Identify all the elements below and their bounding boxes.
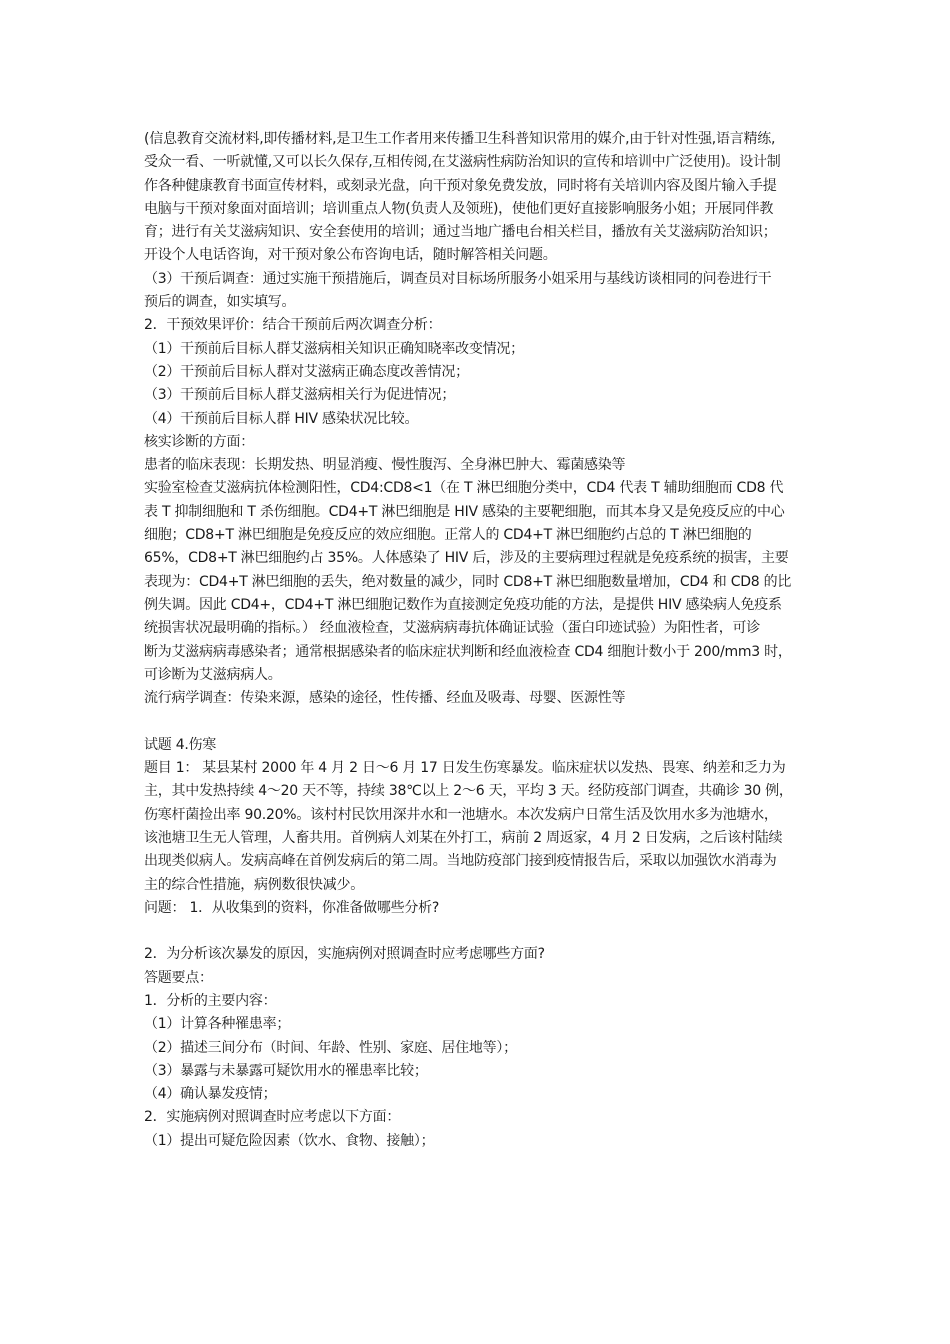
text-line: 答题要点：: [144, 969, 213, 986]
text-line: 流行病学调查：传染来源，感染的途径，性传播、经血及吸毒、母婴、医源性等: [144, 690, 626, 707]
text-line: 2．干预效果评价：结合干预前后两次调查分析：: [144, 317, 442, 334]
text-line: (信息教育交流材料,即传播材料,是卫生工作者用来传播卫生科普知识常用的媒介,由于针对性强,语言精练,: [144, 131, 776, 147]
text-line: 受众一看、一听就懂,又可以长久保存,互相传阅,在艾滋病性病防治知识的宣传和培训中广泛使用)。设计制: [144, 154, 781, 171]
text-line: 作各种健康教育书面宣传材料，或刻录光盘，向干预对象免费发放，同时将有关培训内容及图片输入手提: [144, 177, 777, 194]
text-line: 伤寒杆菌捡出率 90.20%。该村村民饮用深井水和一池塘水。本次发病户日常生活及饮用水多为池塘水，: [144, 806, 778, 823]
text-line: 试题 4.伤寒: [144, 736, 217, 753]
text-line: （1）提出可疑危险因素（饮水、食物、接触）；: [144, 1132, 435, 1149]
text-line: 开设个人电话咨询，对干预对象公布咨询电话，随时解答相关问题。: [144, 247, 557, 264]
text-line: 2．实施病例对照调查时应考虑以下方面：: [144, 1109, 401, 1126]
text-line: 实验室检查艾滋病抗体检测阳性，CD4:CD8<1（在 T 淋巴细胞分类中，CD4 代表 T 辅助细胞而 CD8 代: [144, 480, 784, 497]
text-line: 表 T 抑制细胞和 T 杀伤细胞。CD4+T 淋巴细胞是 HIV 感染的主要靶细胞，而其本身又是免疫反应的中心: [144, 503, 785, 520]
text-line: 2．为分析该次暴发的原因，实施病例对照调查时应考虑哪些方面?: [144, 946, 545, 963]
text-line: 电脑与干预对象面对面培训；培训重点人物(负责人及领班)，使他们更好直接影响服务小姐；开展同伴教: [144, 200, 774, 217]
text-line: 问题： 1．从收集到的资料，你准备做哪些分析?: [144, 899, 440, 916]
text-line: 1．分析的主要内容：: [144, 992, 277, 1009]
text-line: 可诊断为艾滋病病人。: [144, 666, 282, 683]
text-line: （4）确认暴发疫情；: [144, 1086, 277, 1103]
text-line: （4）干预前后目标人群 HIV 感染状况比较。: [144, 410, 419, 427]
text-line: 表现为：CD4+T 淋巴细胞的丢失，绝对数量的减少，同时 CD8+T 淋巴细胞数量增加，CD4 和 CD8 的比: [144, 573, 792, 590]
text-line: 预后的调查，如实填写。: [144, 294, 296, 311]
document-body: [144, 128, 816, 1153]
text-line: 断为艾滋病病毒感染者；通常根据感染者的临床症状判断和经血液检查 CD4 细胞计数小于 200/mm3 时，: [144, 643, 792, 660]
text-line: （3）干预后调查：通过实施干预措施后，调查员对目标场所服务小姐采用与基线访谈相同的问卷进行干: [144, 270, 772, 287]
text-line: （2）干预前后目标人群对艾滋病正确态度改善情况；: [144, 363, 469, 380]
text-line: 例失调。因此 CD4+，CD4+T 淋巴细胞记数作为直接测定免疫功能的方法，是提供 HIV 感染病人免疫系: [144, 596, 782, 613]
text-line: 育；进行有关艾滋病知识、安全套使用的培训；通过当地广播电台相关栏目，播放有关艾滋病防治知识；: [144, 224, 777, 241]
text-line: 细胞；CD8+T 淋巴细胞是免疫反应的效应细胞。正常人的 CD4+T 淋巴细胞约占总的 T 淋巴细胞的: [144, 527, 752, 544]
text-line: 患者的临床表现：长期发热、明显消瘦、慢性腹泻、全身淋巴肿大、霉菌感染等: [144, 457, 626, 474]
blank-line: [144, 920, 816, 943]
text-line: 该池塘卫生无人管理，人畜共用。首例病人刘某在外打工，病前 2 周返家，4 月 2 日发病，之后该村陆续: [144, 829, 783, 846]
text-line: 核实诊断的方面：: [144, 433, 254, 450]
text-line: 主的综合性措施，病例数很快减少。: [144, 876, 364, 893]
text-line: （2）描述三间分布（时间、年龄、性别、家庭、居住地等）；: [144, 1039, 517, 1056]
text-line: 题目 1： 某县某村 2000 年 4 月 2 日～6 月 17 日发生伤寒暴发。临床症状以发热、畏寒、纳差和乏力为: [144, 760, 786, 777]
text-line: （1）计算各种罹患率；: [144, 1016, 291, 1033]
text-line: （3）暴露与未暴露可疑饮用水的罹患率比较；: [144, 1062, 428, 1079]
blank-line: [144, 710, 816, 733]
text-line: 65%，CD8+T 淋巴细胞约占 35%。人体感染了 HIV 后，涉及的主要病理过程就是免疫系统的损害，主要: [144, 550, 789, 567]
text-line: （1）干预前后目标人群艾滋病相关知识正确知晓率改变情况；: [144, 340, 524, 357]
text-line: 主，其中发热持续 4～20 天不等，持续 38℃以上 2～6 天，平均 3 天。经防疫部门调查，共确诊 30 例，: [144, 783, 793, 800]
text-line: 出现类似病人。发病高峰在首例发病后的第二周。当地防疫部门接到疫情报告后，采取以加强饮水消毒为: [144, 853, 777, 870]
text-line: （3）干预前后目标人群艾滋病相关行为促进情况；: [144, 387, 456, 404]
text-line: 统损害状况最明确的指标。） 经血液检查，艾滋病病毒抗体确证试验（蛋白印迹试验）为阳性者，可诊: [144, 620, 760, 637]
